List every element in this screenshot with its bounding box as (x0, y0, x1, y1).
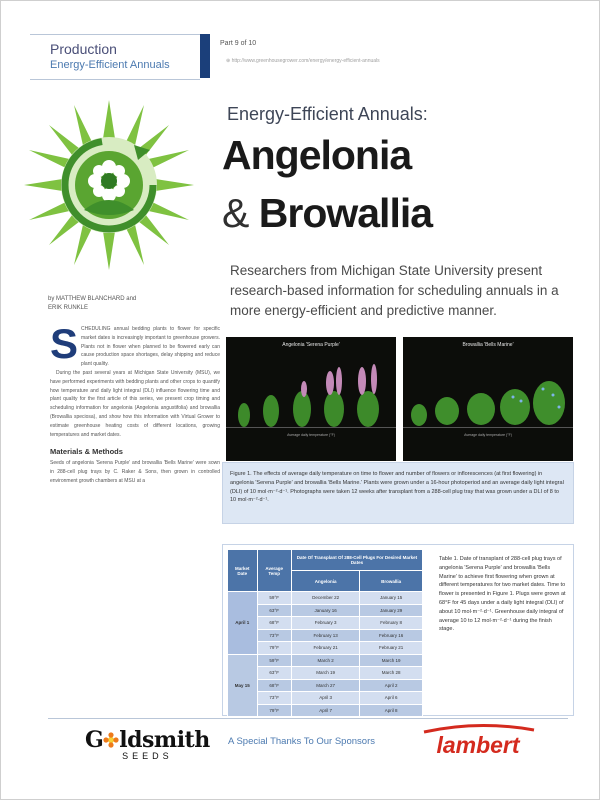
angelonia-cell: March 19 (291, 667, 359, 680)
table-row (228, 654, 423, 667)
section-header (30, 34, 200, 80)
sponsor-thanks: A Special Thanks To Our Sponsors (228, 736, 375, 747)
transplant-date-header: Date Of Transplant Of 288-Cell Plugs For Desired Market Dates (291, 550, 422, 571)
browallia-photo-note: Average daily temperature (°F) (464, 433, 512, 437)
temp-cell: 68°F (257, 679, 291, 692)
figure-caption: Figure 1. The effects of average daily temperature on time to flower and number of flowers or inflorescences (at first flowering) in angelonia 'Serena Purple' and browallia 'Bells Marine.' Plants were grown under a 16-hour photoperiod and an average daily light integral (DLI) of 10 mol·m⁻²·d⁻¹. Photographs were taken 12 weeks after transplant from a 288-cell plug tray that was grown under a DLI of 8 to 10 mol·m⁻²·d⁻¹. (230, 471, 564, 504)
schedule-table (227, 549, 423, 717)
section-subtitle: Energy-Efficient Annuals (50, 59, 170, 71)
angelonia-cell: March 27 (291, 679, 359, 692)
angelonia-cell: January 16 (291, 604, 359, 617)
energy-efficient-sun-logo (14, 90, 204, 285)
article-title-line2 (222, 190, 432, 237)
table-row (228, 667, 423, 680)
schedule-table-box (222, 544, 574, 716)
part-label: Part 9 of 10 (220, 40, 257, 47)
browallia-cell: April 6 (360, 692, 423, 705)
body-text (50, 320, 220, 439)
byline-line2: ERIK RUNKLE (48, 305, 89, 311)
table-row (228, 629, 423, 642)
market-date-cell: May 15 (228, 654, 258, 717)
angelonia-cell: February 3 (291, 617, 359, 630)
angelonia-cell: February 13 (291, 629, 359, 642)
browallia-cell: January 15 (360, 592, 423, 605)
body-paragraph-2: During the past several years at Michigan State University (MSU), we have performed experiments with bedding plants and other crops to quantify how temperature and daily light integral (DLI) influence flowering time and plant quality for the first article of this series, we present crop timing and scheduling information for angelonia (Angelonia angustifolia) and browallia (Browallia speciosa), and show how this information with Virtual Grower to estimate greenhouse heating costs of different locations, growing temperatures and market dates. (50, 369, 220, 438)
browallia-cell: April 8 (360, 704, 423, 717)
flower-o-icon (103, 732, 119, 748)
temp-cell: 63°F (257, 604, 291, 617)
article-title-line1: Angelonia (222, 132, 412, 178)
table-note: Table 1. Date of transplant of 288-cell plug trays of angelonia 'Serena Purple' and browallia 'Bells Marine' to achieve first flowering when grown at different temperatures for two market dates. Time to flower is presented in Figure 1. Plugs were grown at 68°F for 45 days under a daily light integral (DLI) of about 10 mol·m⁻²·d⁻¹. Greenhouse daily integral of average 10 to 12 mol·m⁻²·d⁻¹ during the finish stage. (439, 556, 566, 633)
angelonia-photo-note: Average daily temperature (°F) (287, 433, 335, 437)
table-row (228, 692, 423, 705)
table-row (228, 704, 423, 717)
link-icon: ⊕ (226, 58, 232, 64)
angelonia-photo (226, 337, 396, 461)
title-browallia: Browallia (248, 190, 433, 236)
body-paragraph-1: CHEDULING annual bedding plants to flower for specific market dates is increasingly important to greenhouse growers. Plants not in flower when planned to be flowered early can cause production space shortages, delay shipping and reduce plant quality. (81, 326, 220, 368)
figure-caption-box (222, 462, 574, 524)
angelonia-cell: March 2 (291, 654, 359, 667)
browallia-cell: January 29 (360, 604, 423, 617)
angelonia-cell: April 7 (291, 704, 359, 717)
market-date-header: Market Date (228, 550, 258, 592)
temp-cell: 68°F (257, 617, 291, 630)
goldsmith-seeds-label: SEEDS (122, 751, 173, 761)
temp-cell: 79°F (257, 642, 291, 655)
goldsmith-seeds-logo[interactable] (85, 727, 210, 761)
lambert-wordmark: lambert (436, 732, 520, 758)
temp-cell: 73°F (257, 629, 291, 642)
drop-cap: S (50, 320, 79, 367)
title-ampersand: & (222, 190, 249, 236)
lambert-logo[interactable] (418, 722, 540, 762)
series-link[interactable] (226, 58, 380, 64)
browallia-cell: February 21 (360, 642, 423, 655)
angelonia-cell: April 3 (291, 692, 359, 705)
goldsmith-wordmark-end: ldsmith (119, 727, 210, 753)
table-row (228, 604, 423, 617)
temp-cell: 59°F (257, 654, 291, 667)
browallia-cell: April 2 (360, 679, 423, 692)
table-row (228, 642, 423, 655)
table-row (228, 592, 423, 605)
browallia-header: Browallia (360, 571, 423, 592)
browallia-cell: March 28 (360, 667, 423, 680)
article-deck: Researchers from Michigan State University present research-based information for scheduling annuals in a more energy-efficient and predictive manner. (230, 263, 559, 318)
footer-divider (48, 718, 568, 719)
browallia-cell: February 16 (360, 629, 423, 642)
temp-cell: 79°F (257, 704, 291, 717)
browallia-cell: March 19 (360, 654, 423, 667)
browallia-cell: February 8 (360, 617, 423, 630)
browallia-photo-title: Browallia 'Bells Marine' (462, 342, 514, 348)
temp-cell: 73°F (257, 692, 291, 705)
section-title: Production (50, 41, 117, 57)
table-row (228, 617, 423, 630)
angelonia-header: Angelonia (291, 571, 359, 592)
market-date-cell: April 1 (228, 592, 258, 655)
table-row (228, 679, 423, 692)
article-kicker: Energy-Efficient Annuals: (227, 104, 428, 124)
temp-cell: 59°F (257, 592, 291, 605)
methods-heading: Materials & Methods (50, 447, 123, 457)
temp-cell: 63°F (257, 667, 291, 680)
body-paragraph-3: Seeds of angelonia 'Serena Purple' and browallia 'Bells Marine' were sown in 288-cell plug trays by C. Raker & Sons, then grown in controlled environment growth chambers at MSU at a (50, 460, 220, 484)
byline-line1: by MATTHEW BLANCHARD and (48, 296, 137, 302)
header-accent-bar (200, 34, 210, 78)
goldsmith-wordmark (85, 727, 210, 753)
series-url-text: http://www.greenhousegrower.com/energy/energy-efficient-annuals (231, 58, 380, 64)
angelonia-cell: December 22 (291, 592, 359, 605)
goldsmith-wordmark-start: G (85, 727, 104, 753)
average-temp-header: Average Temp (257, 550, 291, 592)
body-column (50, 320, 220, 486)
browallia-photo (403, 337, 573, 461)
angelonia-cell: February 21 (291, 642, 359, 655)
byline (48, 295, 136, 313)
angelonia-photo-title: Angelonia 'Serena Purple' (282, 342, 340, 348)
